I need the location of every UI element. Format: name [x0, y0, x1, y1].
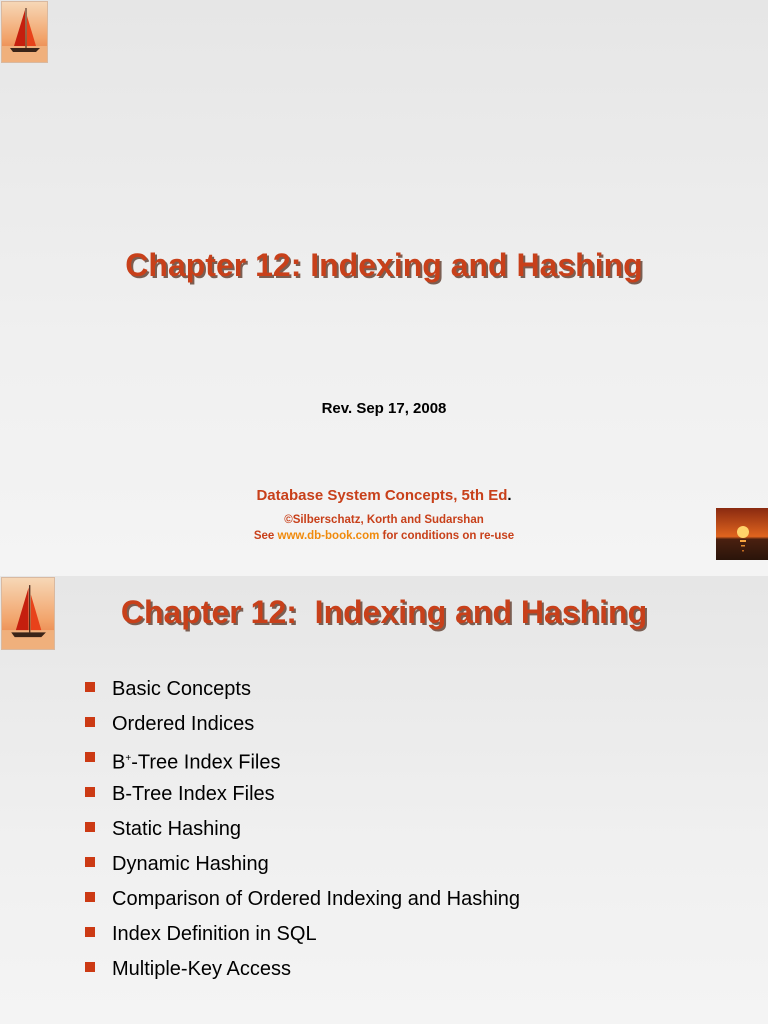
list-item: B+-Tree Index Files [85, 744, 520, 779]
reuse-prefix: See [253, 530, 278, 542]
db-book-link[interactable]: www.db-book.com [277, 530, 380, 542]
list-item: Basic Concepts [85, 674, 520, 709]
sailboat-logo [1, 1, 48, 63]
list-item: Static Hashing [85, 814, 520, 849]
square-bullet-icon [85, 787, 95, 797]
revision-date: Rev. Sep 17, 2008 [321, 400, 447, 417]
reuse-line [0, 530, 768, 542]
list-item: Comparison of Ordered Indexing and Hashing [85, 884, 520, 919]
book-name: Database System Concepts, 5th Ed [256, 487, 508, 504]
book-suffix: . [507, 487, 512, 504]
square-bullet-icon [85, 962, 95, 972]
reuse-suffix: for conditions on re-use [379, 530, 515, 542]
square-bullet-icon [85, 682, 95, 692]
list-item: Dynamic Hashing [85, 849, 520, 884]
list-item: B-Tree Index Files [85, 779, 520, 814]
topic-list [85, 674, 520, 989]
list-item: Multiple-Key Access [85, 954, 520, 989]
list-item: Ordered Indices [85, 709, 520, 744]
square-bullet-icon [85, 752, 95, 762]
square-bullet-icon [85, 857, 95, 867]
copyright-line: ©Silberschatz, Korth and Sudarshan [284, 514, 484, 526]
square-bullet-icon [85, 892, 95, 902]
slide-title: Chapter 12: Indexing and Hashing [125, 247, 643, 283]
book-title [0, 487, 768, 504]
square-bullet-icon [85, 717, 95, 727]
square-bullet-icon [85, 927, 95, 937]
square-bullet-icon [85, 822, 95, 832]
contents-slide [0, 576, 768, 1024]
superscript-plus: + [125, 753, 132, 764]
slide-title: Chapter 12: Indexing and Hashing [120, 594, 648, 630]
sunset-image [716, 508, 768, 560]
list-item: Index Definition in SQL [85, 919, 520, 954]
